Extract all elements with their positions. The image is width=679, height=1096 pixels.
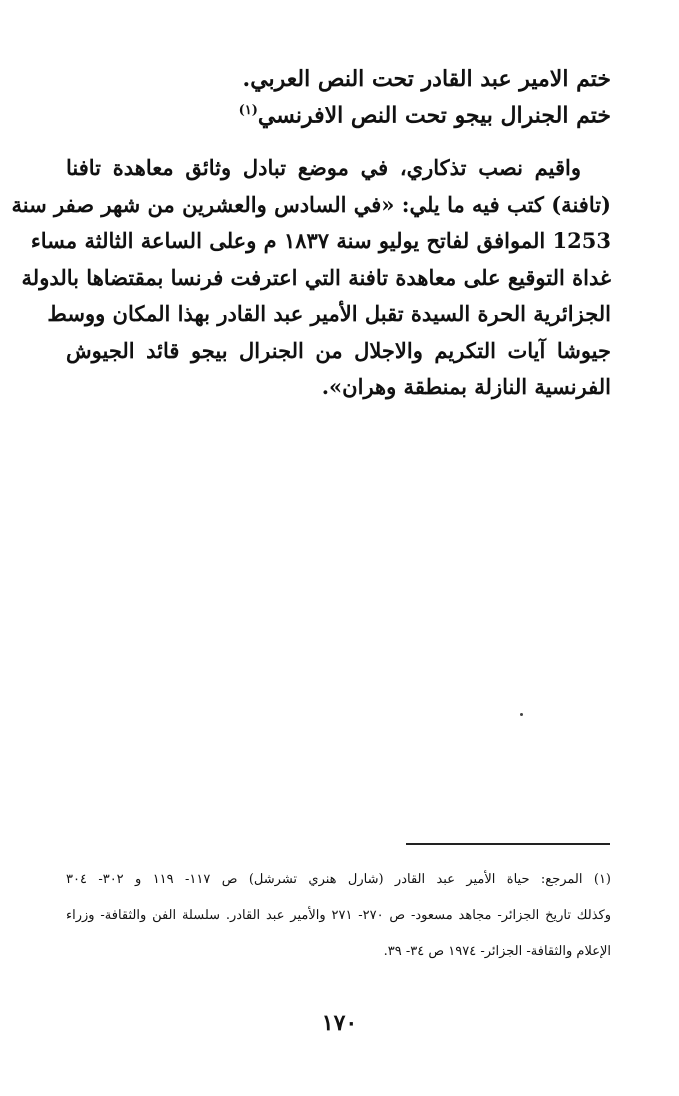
paragraph-line: 1253 الموافق لفاتح يوليو سنة ١٨٣٧ م وعلى الساعة الثالثة مساء (30, 228, 611, 253)
footnote-marker: (١) (238, 103, 258, 118)
paragraph-line: جيوشا آيات التكريم والاجلال من الجنرال بيجو قائد الجيوش (66, 337, 611, 363)
footnote-line: الإعلام والثقافة- الجزائر- ١٩٧٤ ص ٣٤- ٣٩. (383, 944, 611, 959)
signature-line-general-text: ختم الجنرال بيجو تحت النص الافرنسي (257, 102, 611, 129)
paragraph-line: الجزائرية الحرة السيدة تقبل الأمير عبد القادر بهذا المكان ووسط (47, 301, 611, 326)
paragraph-line: الفرنسية النازلة بمنطقة وهران». (321, 374, 611, 399)
signature-line-general (51, 102, 611, 129)
print-speck (520, 713, 523, 716)
paragraph-line: واقيم نصب تذكاري، في موضع تبادل وثائق معاهدة تافنا (66, 155, 581, 180)
paragraph-line: (تافنة) كتب فيه ما يلي: «في السادس والعشرين من شهر صفر سنة (11, 191, 611, 217)
page-number: ١٧٠ (321, 1010, 358, 1036)
signature-line-emir-text: ختم الامير عبد القادر تحت النص العربي. (242, 66, 611, 92)
main-paragraph (11, 150, 611, 406)
footnote-line: (١) المرجع: حياة الأمير عبد القادر (شارل هنري تشرشل) ص ١١٧- ١١٩ و ٣٠٢- ٣٠٤ (66, 872, 611, 887)
paragraph-line: غداة التوقيع على معاهدة تافنة التي اعترفت فرنسا بمقتضاها بالدولة (21, 264, 611, 290)
footnote-divider (406, 843, 610, 845)
footnotes (66, 862, 611, 970)
signature-line-emir (51, 68, 611, 90)
footnote-line: وكذلك تاريخ الجزائر- مجاهد مسعود- ص ٢٧٠- ٢٧١ والأمير عبد القادر. سلسلة الفن والثقافة- وزراء (66, 908, 611, 923)
